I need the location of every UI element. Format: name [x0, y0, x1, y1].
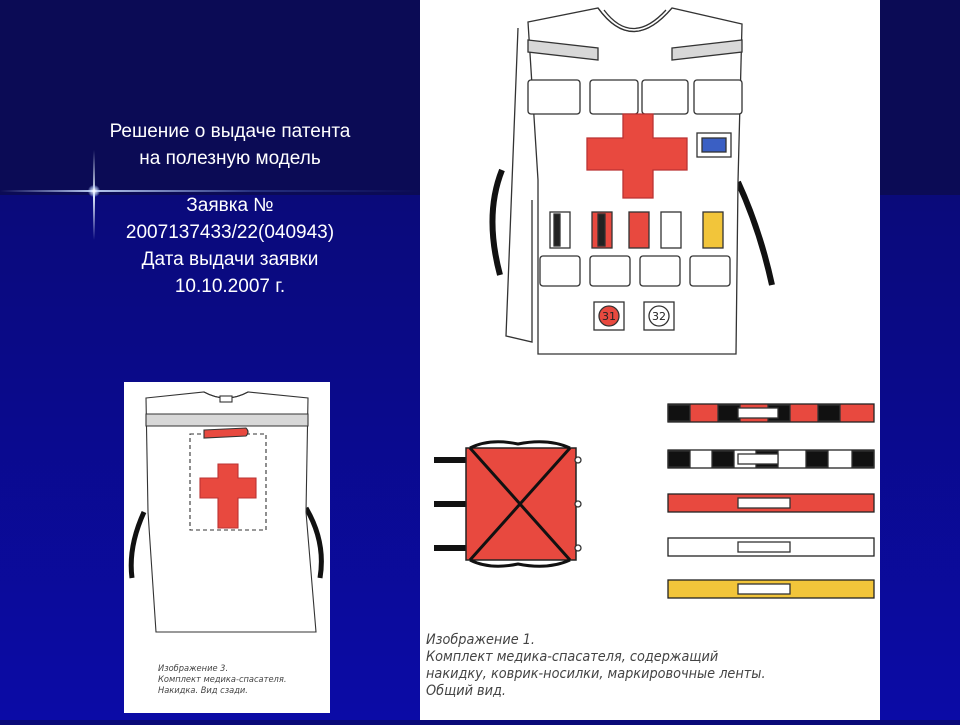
application-number: 2007137433/22(040943)	[125, 222, 335, 243]
figure-3-caption-line-3: Накидка. Вид сзади.	[158, 686, 248, 696]
rescuer-kit-drawing	[420, 0, 880, 720]
back-collar-tab	[220, 396, 232, 402]
slide-text	[40, 118, 420, 300]
tape-slot-5	[703, 212, 723, 248]
lower-pocket-4	[690, 256, 730, 286]
title-line-2: на полезную модель	[139, 148, 321, 169]
tape-slot-4	[661, 212, 681, 248]
upper-pocket-1	[528, 80, 580, 114]
marking-tape-2	[668, 450, 874, 468]
figure-3-caption	[158, 664, 286, 697]
upper-pocket-4	[694, 80, 742, 114]
stretcher-mat	[434, 442, 581, 567]
title-line-1: Решение о выдаче патента	[109, 121, 351, 142]
marking-tape-3	[668, 494, 874, 512]
application-label: Заявка №	[186, 195, 274, 216]
lower-pocket-2	[590, 256, 630, 286]
back-pocket-flap	[204, 428, 248, 438]
patent-figure-main	[420, 0, 880, 720]
vest-strap-left	[492, 170, 502, 275]
vest-strap-right	[738, 182, 772, 285]
back-reflective-stripe	[146, 414, 308, 426]
vest-back-left	[506, 28, 532, 342]
id-badge-blue	[702, 138, 726, 152]
figure-3-caption-line-1: Изображение 3.	[158, 664, 229, 674]
lower-pocket-1	[540, 256, 580, 286]
figure-1-caption-line-2: Комплект медика-спасателя, содержащий	[426, 649, 719, 665]
figure-1-caption-line-4: Общий вид.	[426, 683, 507, 699]
figure-1-caption-line-3: накидку, коврик-носилки, маркировочные ленты.	[426, 666, 766, 682]
marking-tape-5	[668, 580, 874, 598]
issue-label: Дата выдачи заявки	[141, 249, 319, 270]
marking-tape-4	[668, 538, 874, 556]
back-strap-left	[131, 512, 144, 578]
lower-pocket-3	[640, 256, 680, 286]
upper-pocket-2	[590, 80, 638, 114]
figure-1-caption	[426, 632, 766, 700]
pocket-badge-32-label: 32	[652, 310, 666, 323]
tape-slot-3	[629, 212, 649, 248]
marking-tape-1	[668, 404, 874, 422]
figure-1-caption-line-1: Изображение 1.	[426, 632, 536, 648]
patent-figure-back	[124, 382, 330, 713]
pocket-badge-31-label: 31	[602, 310, 616, 323]
upper-pocket-3	[642, 80, 688, 114]
issue-date: 10.10.2007 г.	[174, 276, 286, 297]
figure-3-caption-line-2: Комплект медика-спасателя.	[158, 675, 287, 685]
